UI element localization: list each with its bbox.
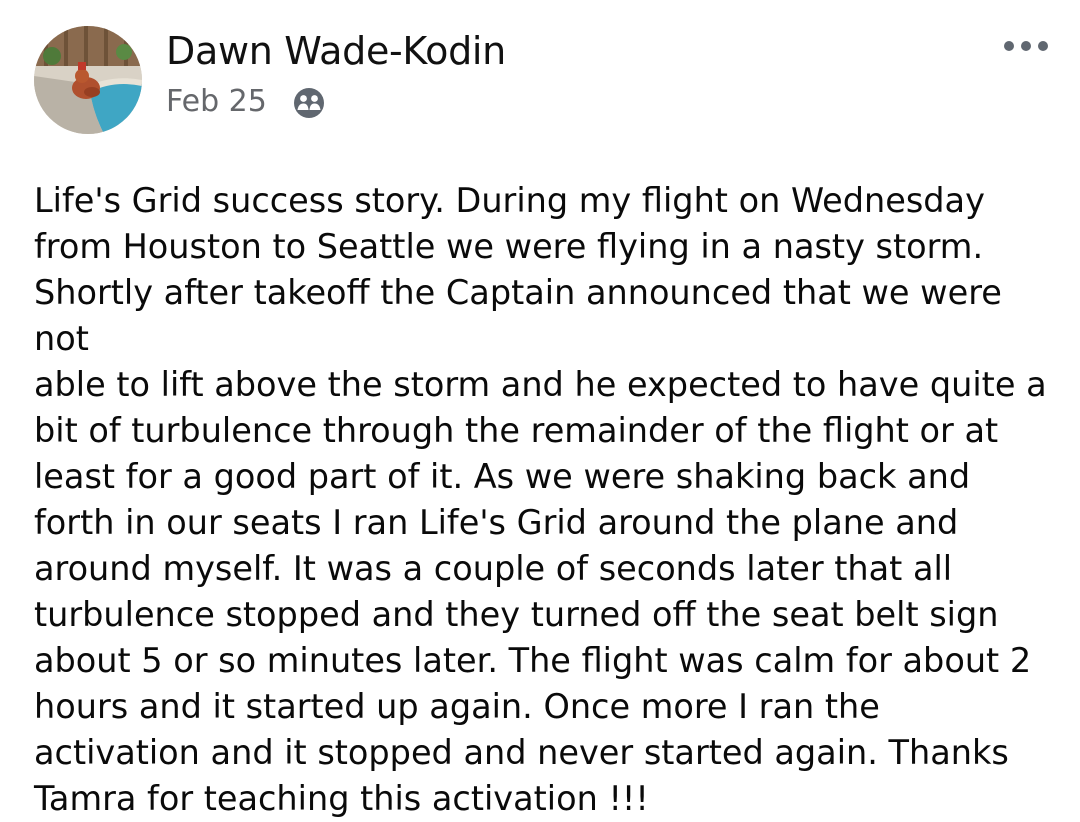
post-header xyxy=(0,0,1080,150)
post-date[interactable]: Feb 25 xyxy=(166,84,267,119)
avatar[interactable] xyxy=(34,26,142,134)
more-options-icon[interactable] xyxy=(1000,30,1052,62)
post-text: Life's Grid success story. During my flight on Wednesday from Houston to Seattle we were flying in a nasty storm. Shortly after takeoff the Captain announced that we were not able to lift above the storm and he expected to have quite a bit of turbulence through the remainder of the flight or at least for a good part of it. As we were shaking back and forth in our seats I ran Life's Grid around the plane and around myself. It was a couple of seconds later that all turbulence stopped and they turned off the seat belt sign about 5 or so minutes later. The flight was calm for about 2 hours and it started up again. Once more I ran the activation and it stopped and never started again. Thanks Tamra for teaching this activation !!! xyxy=(34,181,1047,818)
author-name[interactable]: Dawn Wade-Kodin xyxy=(166,29,506,73)
friends-icon xyxy=(292,86,326,120)
avatar-photo xyxy=(34,26,142,134)
